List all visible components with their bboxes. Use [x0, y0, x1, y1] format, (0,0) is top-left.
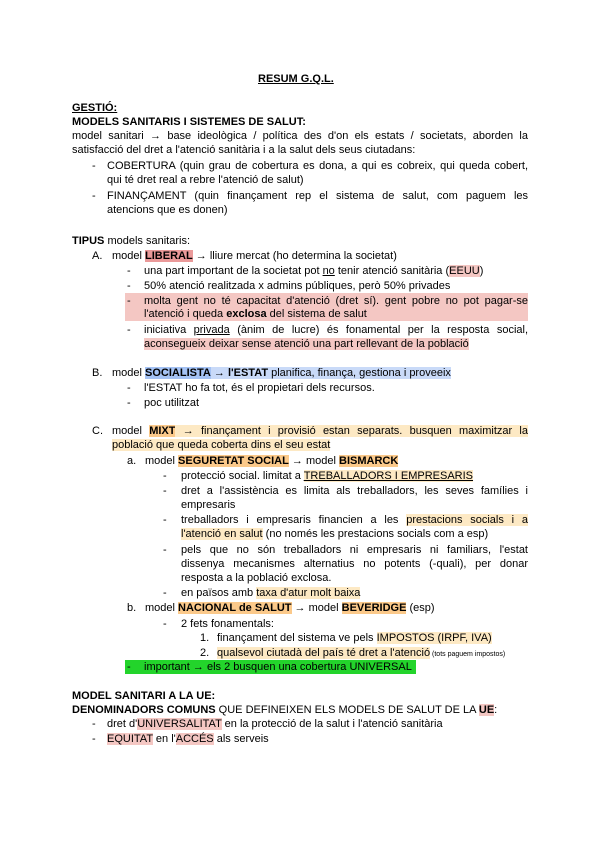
text-highlight: ACCÉS	[175, 733, 214, 745]
text-underlined-highlight: TREBALLADORS I EMPRESARIS	[303, 470, 474, 482]
model-b-letter: B.	[92, 367, 103, 379]
bullet: -	[127, 265, 131, 277]
text: → model	[288, 455, 339, 467]
tipus-rest: models sanitaris:	[104, 235, 190, 247]
ue-item-2	[107, 732, 269, 746]
text: model	[145, 602, 179, 614]
model-a-line	[112, 249, 397, 263]
liberal-bullet-3-line-2	[144, 307, 367, 321]
bullet: -	[92, 160, 96, 172]
bullet: -	[92, 190, 96, 202]
text-highlight: → finançament i provisió estan separats. busquen maximitzar la	[175, 425, 528, 437]
bullet: -	[127, 295, 131, 307]
fet-1	[217, 631, 492, 645]
bismarck-bullet-3-line-1	[181, 513, 528, 527]
model-a-letter: A.	[92, 250, 103, 262]
model-seguretat-social-name: SEGURETAT SOCIAL	[178, 455, 289, 467]
bullet: -	[92, 718, 96, 730]
text: protecció social. limitat a	[181, 470, 304, 482]
bullet: -	[127, 324, 131, 336]
text: model	[112, 367, 146, 379]
liberal-bullet-1	[144, 264, 483, 278]
text: tenir atenció sanitària (	[334, 265, 450, 277]
text: en països amb	[181, 587, 257, 599]
bullet: -	[163, 514, 167, 526]
text: )	[479, 265, 484, 277]
ue-heading: MODEL SANITARI A LA UE:	[72, 690, 216, 702]
bullet: -	[127, 397, 131, 409]
text-bold-highlight: l'ESTAT	[227, 367, 269, 379]
liberal-bullet-2: 50% atenció realitzada x admins públiques, però 50% privades	[144, 280, 451, 292]
model-bismarck-name: BISMARCK	[339, 455, 399, 467]
text-highlight: població que queda coberta dins el seu estat	[112, 439, 331, 451]
intro-line-2: satisfacció del dret a l'atenció sanitària i a la salut dels seus ciutadans:	[72, 144, 416, 156]
text-highlight: EEUU	[449, 265, 480, 277]
text: QUE DEFINEIXEN ELS MODELS DE SALUT DE LA	[215, 704, 479, 716]
bullet: -	[127, 280, 131, 292]
text-highlight: planifica, finança, gestiona i proveeix	[268, 367, 451, 379]
text-highlight: taxa d'atur molt baixa	[256, 587, 361, 599]
bismarck-bullet-4-line-1: pels que no són treballadors ni empresaris ni familiars, l'estat	[181, 544, 528, 556]
sub-b-line	[145, 601, 435, 615]
bismarck-bullet-4-line-3: resposta a la població exclosa.	[181, 572, 332, 584]
bullet: -	[163, 470, 167, 482]
bullet: -	[163, 485, 167, 497]
text-bold: exclosa	[226, 308, 267, 320]
text: model	[112, 425, 150, 437]
text-highlight: aconsegueix deixar sense atenció una part rellevant de la població	[144, 338, 469, 350]
text-highlight: qualsevol ciutadà del país té dret a l'atenció	[217, 647, 431, 659]
text-small: (tots paguem impostos)	[430, 651, 506, 658]
intro-line-1: model sanitari → base ideològica / política des d'on els estats / societats, aborden la	[72, 130, 528, 142]
model-mixt-name: MIXT	[149, 425, 176, 437]
bismarck-bullet-2-line-2: empresaris	[181, 499, 236, 511]
text: model	[145, 455, 179, 467]
tipus-label: TIPUS	[72, 235, 105, 247]
ue-item-1	[107, 717, 443, 731]
cobertura-line-1: COBERTURA (quin grau de cobertura es dona, a qui es cobreix, qui queda cobert,	[107, 160, 528, 172]
text: (esp)	[406, 602, 435, 614]
model-c-line-2	[112, 438, 330, 452]
text-underlined: no	[322, 265, 335, 277]
beveridge-fets: 2 fets fonamentals:	[181, 618, 274, 630]
liberal-bullet-4-line-2	[144, 337, 469, 351]
text-highlight: prestacions socials i a	[406, 514, 528, 526]
text: treballadors i empresaris financien a les	[181, 514, 407, 526]
financament-line-1: FINANÇAMENT (quin finançament rep el sistema de salut, com paguem les	[107, 190, 528, 202]
model-a-post: → lliure mercat (ho determina la societat)	[192, 250, 397, 262]
fet-1-number: 1.	[200, 632, 210, 644]
section-subheading-models: MODELS SANITARIS I SISTEMES DE SALUT:	[72, 116, 306, 128]
text-highlight: UNIVERSALITAT	[137, 718, 222, 730]
liberal-bullet-3-line-1: molta gent no té capacitat d'atenció (dret sí). gent pobre no pot pagar-se	[144, 295, 528, 307]
bullet: -	[163, 544, 167, 556]
bullet: -	[163, 618, 167, 630]
liberal-bullet-4-line-1	[144, 323, 528, 337]
model-beveridge-name: BEVERIDGE	[341, 602, 407, 614]
bismarck-bullet-3-line-2	[181, 527, 488, 541]
document-title: RESUM G.Q.L.	[258, 73, 334, 85]
bullet: -	[127, 382, 131, 394]
text-highlight: EQUITAT	[107, 733, 153, 745]
model-a-pre: model	[112, 250, 146, 262]
text: als serveis	[213, 733, 269, 745]
text: (no només les prestacions socials com a esp)	[262, 528, 489, 540]
text-bold: DENOMINADORS COMUNS	[72, 704, 216, 716]
text-highlight: →	[210, 367, 228, 379]
bullet: -	[127, 661, 131, 673]
model-b-line	[112, 366, 451, 380]
bismarck-bullet-1	[181, 469, 473, 483]
tipus-line	[72, 234, 190, 248]
cobertura-line-2: qui té dret real a rebre l'atenció de salut)	[107, 174, 304, 186]
sub-b-letter: b.	[127, 602, 137, 614]
text: una part important de la societat pot	[144, 265, 323, 277]
text: dret d'	[107, 718, 138, 730]
text: finançament del sistema ve pels	[217, 632, 377, 644]
financament-line-2: atencions que es donen)	[107, 204, 228, 216]
text: → model	[291, 602, 342, 614]
text-underlined: privada	[193, 324, 230, 336]
model-c-line-1	[112, 424, 528, 438]
model-nacional-salut-name: NACIONAL de SALUT	[178, 602, 292, 614]
section-heading-gestio: GESTIÓ:	[72, 102, 118, 114]
text: :	[494, 704, 498, 716]
bismarck-bullet-5	[181, 586, 360, 600]
sub-a-line	[145, 454, 398, 468]
text: en l'	[152, 733, 176, 745]
fet-2-number: 2.	[200, 647, 210, 659]
text: l'atenció i queda	[144, 308, 227, 320]
ue-denominadors	[72, 703, 497, 717]
important-note: important → els 2 busquen una cobertura UNIVERSAL	[144, 661, 412, 673]
text: del sistema de salut	[266, 308, 367, 320]
bullet: -	[163, 587, 167, 599]
text-highlight: IMPOSTOS (IRPF, IVA)	[376, 632, 492, 644]
bullet: -	[92, 733, 96, 745]
text-bold-highlight: UE	[478, 704, 495, 716]
model-liberal-name: LIBERAL	[145, 250, 193, 262]
bismarck-bullet-2-line-1: dret a l'assistència es limita als treballadors, les seves famílies i	[181, 485, 528, 497]
socialista-bullet-1: l'ESTAT ho fa tot, és el propietari dels recursos.	[144, 382, 375, 394]
text: en la protecció de la salut i l'atenció sanitària	[221, 718, 443, 730]
bismarck-bullet-4-line-2: dissenya mecanismes alternatius no potents (-quali), per donar	[181, 558, 528, 570]
socialista-bullet-2: poc utilitzat	[144, 397, 200, 409]
sub-a-letter: a.	[127, 455, 137, 467]
model-socialista-name: SOCIALISTA	[145, 367, 211, 379]
text-highlight: l'atenció en salut	[181, 528, 263, 540]
text: iniciativa	[144, 324, 194, 336]
text: (ànim de lucre) és fonamental per la resposta social,	[229, 324, 529, 336]
model-c-letter: C.	[92, 425, 103, 437]
